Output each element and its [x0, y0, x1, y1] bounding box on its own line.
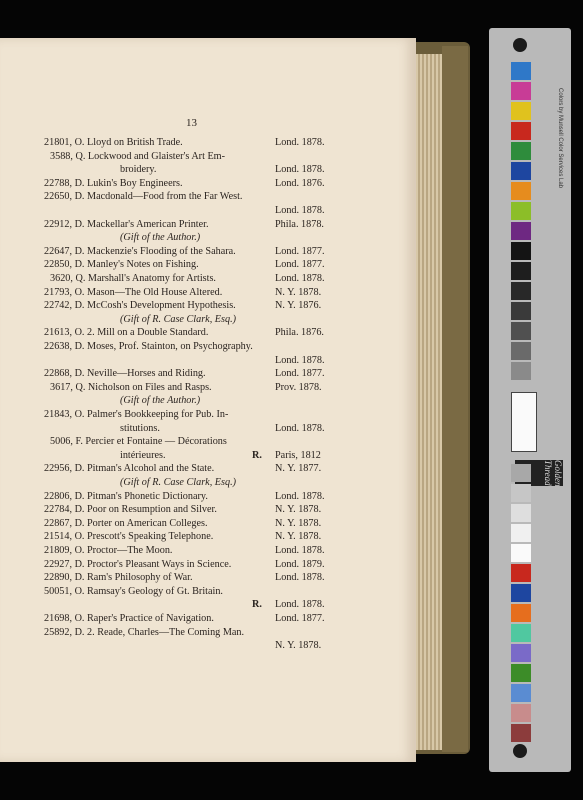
color-swatch [511, 342, 531, 360]
entry-text: 50051, O. Ramsay's Geology of Gt. Britain. [44, 585, 223, 597]
page-edges [412, 54, 442, 750]
entry-text: 22867, D. Porter on American Colleges. [44, 517, 208, 529]
entry-place-year: N. Y. 1876. [275, 300, 322, 312]
color-swatch [511, 584, 531, 602]
entry-place-year: Lond. 1878. [275, 164, 325, 176]
color-swatch [511, 704, 531, 722]
entry-text: 22956, D. Pitman's Alcohol and the State. [44, 463, 215, 475]
entry-text: 22788, D. Lukin's Boy Engineers. [44, 177, 183, 189]
color-swatch [511, 504, 531, 522]
color-swatch [511, 484, 531, 502]
color-calibration-target [489, 28, 571, 772]
entry-place-year: Lond. 1877. [275, 259, 325, 271]
entry-place-year: N. Y. 1878. [275, 640, 322, 652]
entry-text: stitutions. [120, 422, 160, 434]
entry-place-year: N. Y. 1878. [275, 517, 322, 529]
scale-ruler [511, 392, 537, 452]
entry-text: 22912, D. Mackellar's American Printer. [44, 218, 209, 230]
entry-text: 3588, Q. Lockwood and Glaister's Art Em- [50, 150, 225, 162]
color-swatch [511, 302, 531, 320]
entry-text: 22927, D. Proctor's Pleasant Ways in Science. [44, 558, 232, 570]
entry-text: (Gift of R. Case Clark, Esq.) [120, 477, 237, 488]
entry-text: 22638, D. Moses, Prof. Stainton, on Psychography. [44, 341, 253, 352]
entry-text: 22890, D. Ram's Philosophy of War. [44, 572, 193, 584]
entry-place-year: Lond. 1879. [275, 558, 325, 570]
entry-place-year: Lond. 1878. [275, 273, 325, 284]
entry-place-year: Phila. 1876. [275, 327, 324, 339]
target-hole [513, 38, 527, 52]
entry-place-year: Lond. 1877. [275, 613, 325, 624]
entry-text: 21514, O. Prescott's Speaking Telephone. [44, 531, 214, 543]
entry-text: 21793, O. Mason—The Old House Altered. [44, 286, 223, 298]
entry-text: 22868, D. Neville—Horses and Riding. [44, 368, 206, 380]
color-swatch [511, 142, 531, 160]
entry-place-year: Lond. 1877. [275, 245, 325, 257]
entry-text: 21698, O. Raper's Practice of Navigation. [44, 613, 214, 624]
color-swatch [511, 544, 531, 562]
entry-text: (Gift of R. Case Clark, Esq.) [120, 313, 237, 325]
brand-label: Golden Thread [515, 460, 563, 486]
color-swatch [511, 82, 531, 100]
entry-place-year: Phila. 1878. [275, 218, 324, 230]
entry-place-year: Lond. 1878. [275, 545, 325, 556]
reference-mark: R. [252, 449, 262, 461]
entry-place-year: Paris, 1812 [275, 449, 321, 461]
book-spine [442, 46, 468, 752]
entry-text: 22850, D. Manley's Notes on Fishing. [44, 259, 199, 271]
entry-text: 22806, D. Pitman's Phonetic Dictionary. [44, 490, 208, 502]
color-swatch [511, 362, 531, 380]
entry-text: (Gift of the Author.) [120, 395, 201, 407]
entry-text: 22650, D. Macdonald—Food from the Far West. [44, 191, 243, 203]
entry-text: 22647, D. Mackenzie's Flooding of the Sahara. [44, 245, 236, 257]
color-swatch [511, 242, 531, 260]
target-hole [513, 744, 527, 758]
color-swatch [511, 664, 531, 682]
color-swatch [511, 684, 531, 702]
entry-text: 25892, D. 2. Reade, Charles—The Coming Man. [44, 626, 245, 638]
color-swatch [511, 524, 531, 542]
color-swatch [511, 464, 531, 482]
entry-text: 21809, O. Proctor—The Moon. [44, 545, 173, 556]
entry-place-year: Lond. 1878. [275, 354, 325, 366]
entry-place-year: N. Y. 1877. [275, 463, 322, 475]
entry-text: 22742, D. McCosh's Development Hypothesis. [44, 300, 236, 312]
entry-text: 21843, O. Palmer's Bookkeeping for Pub. In- [44, 409, 229, 420]
color-swatch [511, 564, 531, 582]
color-swatch [511, 102, 531, 120]
color-swatch [511, 624, 531, 642]
color-swatch [511, 122, 531, 140]
color-swatch [511, 182, 531, 200]
color-swatch [511, 282, 531, 300]
entry-text: 3617, Q. Nicholson on Files and Rasps. [50, 381, 212, 393]
color-swatch [511, 162, 531, 180]
entry-place-year: Lond. 1878. [275, 137, 325, 148]
reference-mark: R. [252, 599, 262, 611]
entry-text: broidery. [120, 164, 157, 176]
entry-place-year: Lond. 1878. [275, 572, 325, 584]
page-number: 13 [186, 117, 197, 129]
color-swatch [511, 62, 531, 80]
target-label: Colors by Munsell Color Services Lab [557, 88, 563, 189]
color-swatch [511, 202, 531, 220]
entry-place-year: Lond. 1878. [275, 422, 325, 434]
entry-place-year: Lond. 1878. [275, 490, 325, 502]
entry-text: 3620, Q. Marshall's Anatomy for Artists. [50, 273, 216, 284]
color-swatch [511, 644, 531, 662]
entry-place-year: Prov. 1878. [275, 381, 322, 393]
entry-text: 22784, D. Poor on Resumption and Silver. [44, 504, 217, 516]
color-swatch [511, 724, 531, 742]
entry-text: 21801, O. Lloyd on British Trade. [44, 137, 183, 148]
entry-text: 5006, F. Percier et Fontaine — Décorations [50, 436, 227, 448]
color-swatch [511, 222, 531, 240]
entry-text: intérieures. [120, 449, 166, 461]
entry-place-year: Lond. 1877. [275, 368, 325, 380]
color-swatch [511, 322, 531, 340]
color-swatch [511, 604, 531, 622]
entry-place-year: N. Y. 1878. [275, 286, 322, 298]
entry-place-year: N. Y. 1878. [275, 504, 322, 516]
color-swatch [511, 262, 531, 280]
entry-text: 21613, O. 2. Mill on a Double Standard. [44, 327, 209, 339]
entry-place-year: Lond. 1878. [275, 205, 325, 216]
entry-place-year: N. Y. 1878. [275, 531, 322, 543]
entry-text: (Gift of the Author.) [120, 232, 201, 244]
entry-place-year: Lond. 1878. [275, 599, 325, 611]
entry-place-year: Lond. 1876. [275, 177, 325, 189]
